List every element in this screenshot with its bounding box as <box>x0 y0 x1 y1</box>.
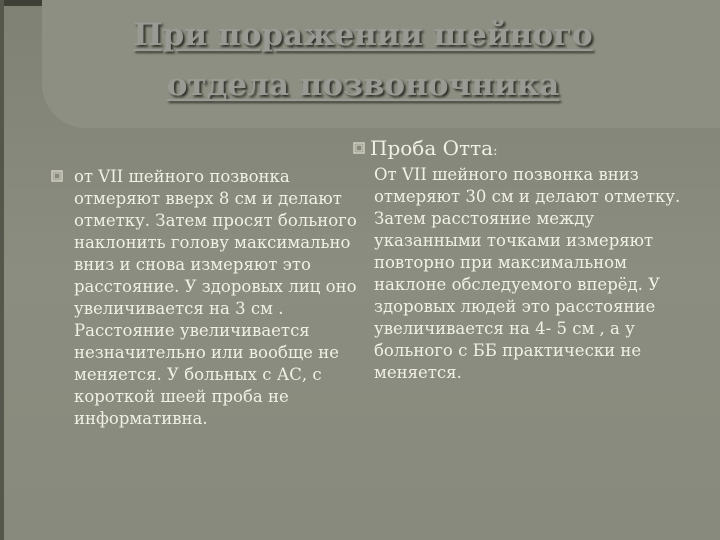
slide-title: При поражении шейного отдела позвоночника <box>133 17 593 103</box>
ott-test-heading-colon: : <box>493 144 498 159</box>
right-paragraph: От VII шейного позвонка вниз отмеряют 30 см и делают отметку. Затем расстояние между указанными точками измеряют повторно при максимальном наклоне обследуемого вперёд. У здоровых людей это расстояние увеличивается на 4- 5 см , а у больного с ББ практически не меняется. <box>374 165 681 382</box>
hollow-square-bullet-icon <box>50 169 64 183</box>
ott-test-heading <box>370 134 700 166</box>
left-text-block <box>74 166 364 430</box>
ott-test-heading-text: Проба Отта <box>370 136 494 160</box>
hollow-square-bullet-icon <box>352 141 366 155</box>
right-text-block <box>374 164 694 384</box>
left-paragraph: от VII шейного позвонка отмеряют вверх 8 см и делают отметку. Затем просят больного наклонить голову максимально вниз и снова измеряют это расстояние. У здоровых лиц оно увеличивается на 3 см . Расстояние увеличивается незначительно или вообще не меняется. У больных с АС, с короткой шеей проба не информативна. <box>74 167 357 428</box>
